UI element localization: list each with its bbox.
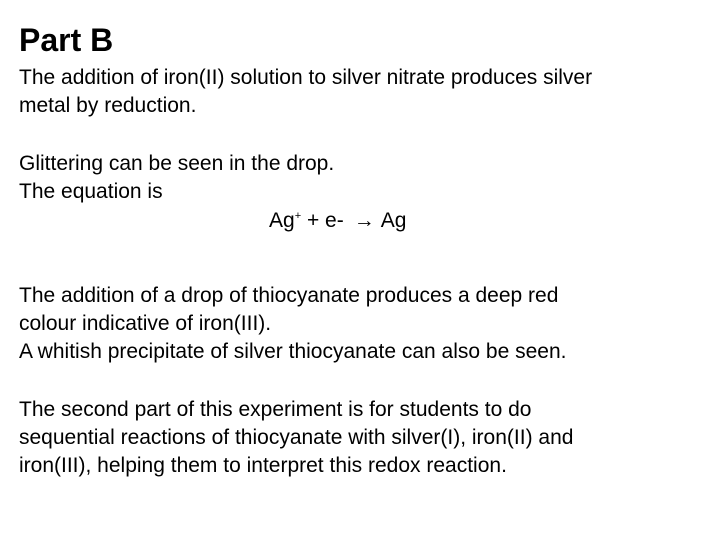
equation-reactant: Ag <box>269 209 295 232</box>
reduction-equation <box>269 207 406 235</box>
intro-line: metal by reduction. <box>19 94 197 117</box>
thiocyanate-line: A whitish precipitate of silver thiocyanate can also be seen. <box>19 340 567 363</box>
equation-electron: + e- <box>301 209 344 232</box>
reaction-arrow-icon: → <box>353 209 375 232</box>
intro-paragraph <box>19 64 592 120</box>
intro-line: The addition of iron(II) solution to silver nitrate produces silver <box>19 66 593 89</box>
observation-line: Glittering can be seen in the drop. <box>19 152 335 175</box>
thiocyanate-paragraph <box>19 282 566 366</box>
slide-title: Part B <box>19 22 114 58</box>
second-part-line: sequential reactions of thiocyanate with silver(I), iron(II) and <box>19 426 574 449</box>
second-part-line: iron(III), helping them to interpret this redox reaction. <box>19 454 507 477</box>
observation-paragraph <box>19 150 334 206</box>
second-part-line: The second part of this experiment is for students to do <box>19 398 532 421</box>
observation-line: The equation is <box>19 180 163 203</box>
thiocyanate-line: colour indicative of iron(III). <box>19 312 272 335</box>
second-part-paragraph <box>19 396 573 480</box>
equation-reactant-charge: + <box>294 210 302 222</box>
thiocyanate-line: The addition of a drop of thiocyanate produces a deep red <box>19 284 559 307</box>
equation-product: Ag <box>380 209 407 232</box>
